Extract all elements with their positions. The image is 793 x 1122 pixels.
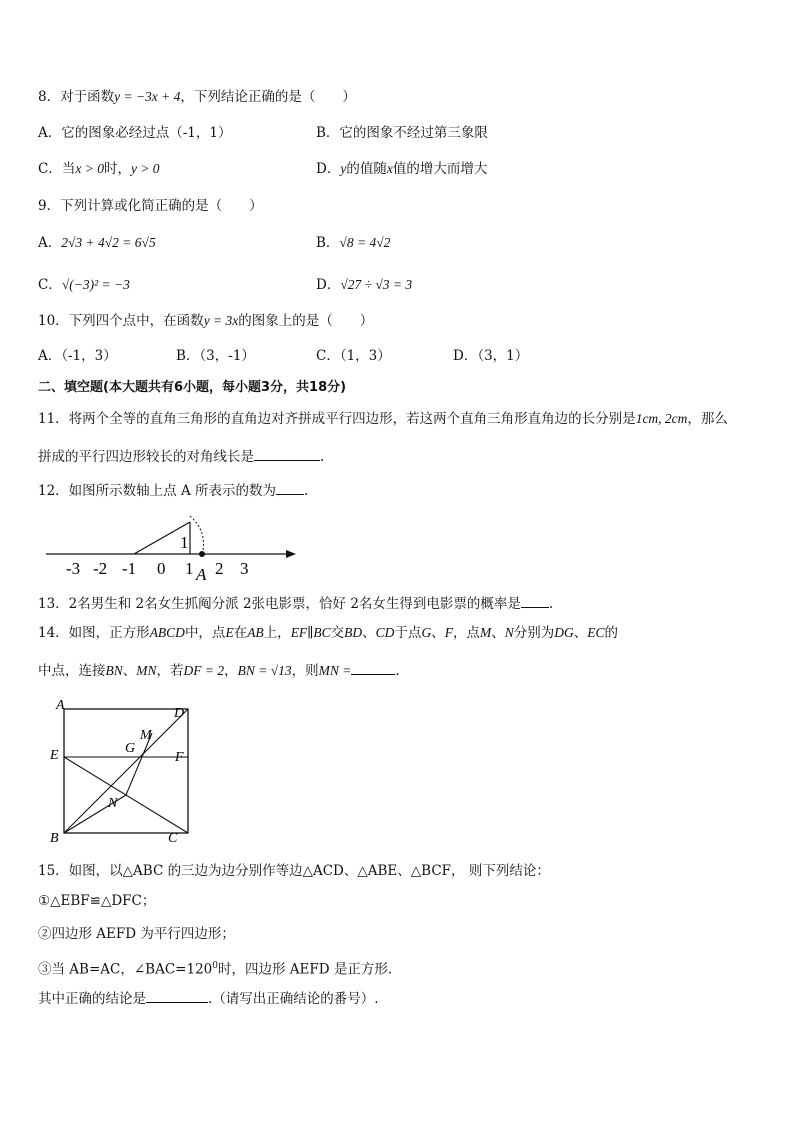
label-a: A xyxy=(56,698,65,713)
q14-text-o: 、 xyxy=(431,625,445,641)
q14-l2-text-k: . xyxy=(395,663,400,679)
tick-minus-1: -1 xyxy=(122,559,137,578)
label-m: M xyxy=(140,728,152,743)
q9-c-expression: √(−3)² = −3 xyxy=(61,277,130,292)
q14-text-s: 、 xyxy=(491,625,505,641)
q14-e: E xyxy=(225,625,234,640)
q10-stem-prefix: 10．下列四个点中，在函数 xyxy=(38,313,204,329)
q8-d-middle: 的值随 xyxy=(346,161,387,177)
q14-text-e: 在 xyxy=(233,625,248,641)
q14-m: M xyxy=(479,625,492,640)
q13-stem xyxy=(38,593,553,613)
q8-stem-suffix: ，下列结论正确的是（ ） xyxy=(180,89,356,105)
q14-line1 xyxy=(38,624,618,642)
q8-option-a: A．它的图象必经过点（-1，1） xyxy=(38,125,232,141)
q10-option-c: C．（1，3） xyxy=(316,348,391,364)
q8-function: y = −3x + 4 xyxy=(114,89,181,104)
q9-a-expression: 2√3 + 4√2 = 6√5 xyxy=(61,235,156,250)
q14-n: N xyxy=(504,625,514,640)
q14-text-a: 14．如图，正方形 xyxy=(38,625,150,641)
label-b: B xyxy=(50,831,59,846)
q15-c3-suffix: 时，四边形 AEFD 是正方形. xyxy=(217,961,393,978)
q8-stem-prefix: 8．对于函数 xyxy=(38,89,115,105)
q14-abcd: ABCD xyxy=(149,625,185,640)
label-e: E xyxy=(50,748,59,763)
q9-c-label: C． xyxy=(38,277,62,293)
point-a-dot xyxy=(199,551,205,557)
q12-answer-blank[interactable] xyxy=(276,480,304,495)
q14-text-c: 中，点 xyxy=(184,625,226,641)
q15-conclusion-2: ②四边形 AEFD 为平行四边形； xyxy=(38,926,235,942)
diagonal-bd xyxy=(64,709,188,833)
q8-c-prefix: C．当 xyxy=(38,161,76,177)
axis-arrow-icon xyxy=(286,550,296,558)
tick-0: 0 xyxy=(157,559,166,578)
q14-ec: EC xyxy=(587,625,605,640)
q10-option-d: D．（3，1） xyxy=(453,348,529,364)
q9-option-c xyxy=(38,276,130,294)
q15-ask-suffix: .（请写出正确结论的番号）. xyxy=(208,991,379,1007)
q8-option-d xyxy=(316,160,487,178)
q8-d-x: x xyxy=(386,161,393,176)
q8-stem xyxy=(38,88,356,106)
q15-conclusion-3 xyxy=(38,957,392,979)
q14-dg: DG xyxy=(554,625,574,640)
q14-l2-text-a: 中点，连接 xyxy=(38,663,106,679)
height-label: 1 xyxy=(180,533,189,552)
q10-stem-suffix: 的图象上的是（ ） xyxy=(238,313,374,329)
tick-1: 1 xyxy=(185,559,194,578)
q15-c3-degree: 0 xyxy=(212,961,218,971)
number-line-figure xyxy=(38,510,308,582)
q8-c-middle: 时， xyxy=(103,161,131,177)
q14-text-q: ，点 xyxy=(452,625,480,641)
q14-l2-text-e: ，若 xyxy=(156,663,184,679)
q8-d-prefix: D． xyxy=(316,161,341,177)
q14-answer-blank[interactable] xyxy=(351,660,395,675)
q11-line1 xyxy=(38,410,728,428)
q14-g: G xyxy=(421,625,432,640)
q8-option-b: B．它的图象不经过第三象限 xyxy=(316,125,488,141)
q9-d-expression: √27 ÷ √3 = 3 xyxy=(340,277,413,292)
q10-option-a: A．（-1，3） xyxy=(38,348,117,364)
q14-text-m: 于点 xyxy=(394,625,422,641)
q14-mn-eq: MN = xyxy=(318,663,352,678)
q14-df-eq: DF = 2 xyxy=(183,663,225,678)
q14-text-i: 交 xyxy=(330,625,345,641)
q9-option-d xyxy=(316,276,412,294)
q14-text-y: 的 xyxy=(604,625,618,641)
compass-arc xyxy=(190,516,204,554)
q14-f: F xyxy=(444,625,453,640)
q14-bd: BD xyxy=(344,625,363,640)
q9-option-a xyxy=(38,234,156,252)
tick-minus-3: -3 xyxy=(66,559,81,578)
q14-ef-parallel-bc: EF∥BC xyxy=(290,625,331,640)
q11-line2 xyxy=(38,446,324,466)
q8-option-c xyxy=(38,160,160,178)
q12-stem xyxy=(38,480,308,500)
q14-l2-text-i: ，则 xyxy=(291,663,319,679)
q11-line2-suffix: . xyxy=(320,449,325,465)
q11-answer-blank[interactable] xyxy=(254,446,320,461)
q14-line2 xyxy=(38,660,400,680)
q15-answer-blank[interactable] xyxy=(146,988,208,1003)
q11-line1-prefix: 11．将两个全等的直角三角形的直角边对齐拼成平行四边形，若这两个直角三角形直角边的长分别是 xyxy=(38,411,636,427)
q10-option-b: B．（3，-1） xyxy=(176,348,255,364)
q14-text-k: 、 xyxy=(362,625,376,641)
q13-answer-blank[interactable] xyxy=(521,593,549,608)
q15-stem: 15．如图，以△ABC 的三边为边分别作等边△ACD、△ABE、△BCF， 则下列结论： xyxy=(38,863,550,879)
q9-a-label: A． xyxy=(38,235,62,251)
q14-cd: CD xyxy=(375,625,395,640)
q9-b-label: B． xyxy=(316,235,340,251)
q12-stem-prefix: 12．如图所示数轴上点 A 所表示的数为 xyxy=(38,483,277,499)
q10-function: y = 3x xyxy=(203,313,239,328)
tick-3: 3 xyxy=(240,559,249,578)
section-2-heading: 二、填空题(本大题共有6小题，每小题3分，共18分) xyxy=(38,380,347,395)
label-n: N xyxy=(108,796,118,811)
label-c: C xyxy=(168,831,178,846)
q15-c3-prefix: ③当 AB=AC，∠BAC=120 xyxy=(38,961,213,978)
tick-2: 2 xyxy=(215,559,224,578)
q13-stem-suffix: . xyxy=(548,596,554,612)
q14-text-u: 分别为 xyxy=(513,625,555,641)
q14-bn: BN xyxy=(105,663,123,678)
q15-ask-prefix: 其中正确的结论是 xyxy=(38,991,146,1007)
q14-mn: MN xyxy=(136,663,157,678)
q8-d-y: y xyxy=(340,161,347,176)
q15-ask xyxy=(38,988,379,1008)
q10-stem xyxy=(38,312,373,330)
q15-conclusion-1: ①△EBF≌△DFC； xyxy=(38,893,156,909)
q14-l2-text-g: ， xyxy=(224,663,238,679)
q13-stem-prefix: 13．2名男生和 2名女生抓阄分派 2张电影票，恰好 2名女生得到电影票的概率是 xyxy=(38,596,521,612)
q8-d-suffix: 值的增大而增大 xyxy=(392,161,488,177)
q14-ab: AB xyxy=(247,625,264,640)
q14-bn-eq: BN = √13 xyxy=(237,663,292,678)
label-f: F xyxy=(175,750,184,765)
label-d: D xyxy=(174,706,185,721)
label-g: G xyxy=(125,741,136,756)
q11-line1-suffix: ，那么 xyxy=(687,411,728,427)
q8-c-condition: x > 0 xyxy=(75,161,104,176)
square-figure xyxy=(44,697,204,847)
q14-text-g: 上， xyxy=(263,625,291,641)
q8-c-result: y > 0 xyxy=(130,161,160,176)
q9-b-expression: √8 = 4√2 xyxy=(339,235,391,250)
q14-text-w: 、 xyxy=(573,625,588,641)
q11-lengths: 1cm, 2cm xyxy=(635,411,688,426)
tick-minus-2: -2 xyxy=(93,559,108,578)
q9-d-label: D． xyxy=(316,277,341,293)
q14-l2-text-c: 、 xyxy=(122,663,137,679)
q11-line2-prefix: 拼成的平行四边形较长的对角线长是 xyxy=(38,449,254,465)
q9-stem: 9．下列计算或化简正确的是（ ） xyxy=(38,198,263,214)
point-a-label: A xyxy=(196,565,207,582)
q12-stem-suffix: . xyxy=(304,483,309,499)
q9-option-b xyxy=(316,234,390,252)
